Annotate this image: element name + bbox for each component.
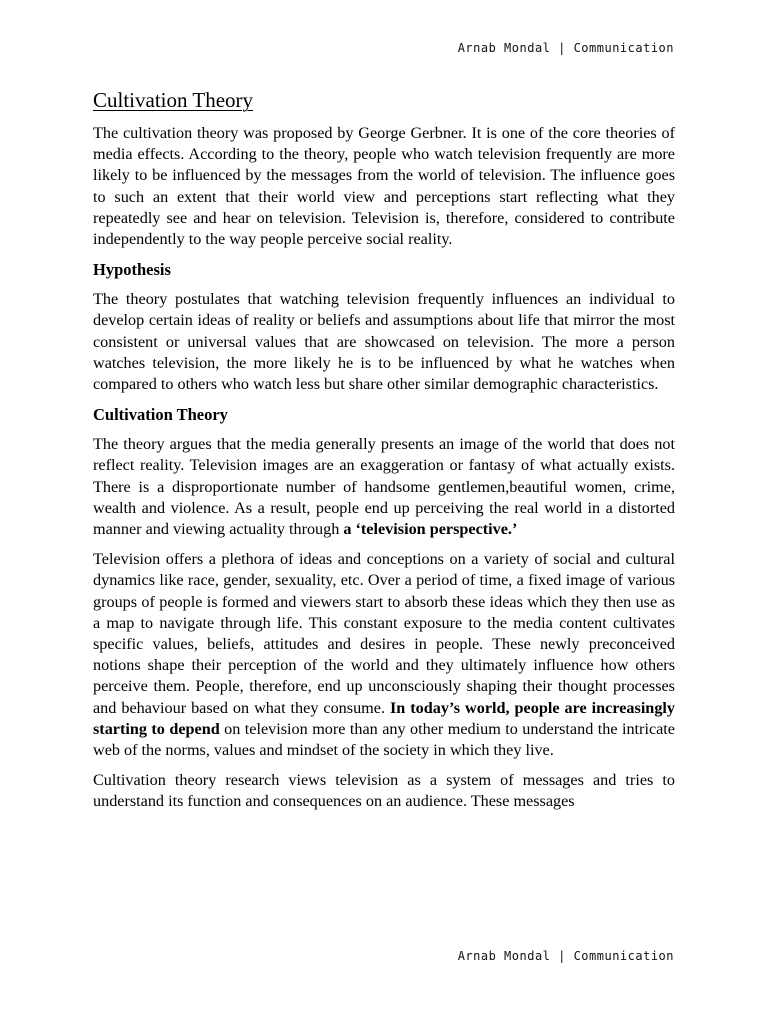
television-perspective-phrase: a ‘television perspective.’ xyxy=(343,520,518,539)
reality-paragraph-text: The theory argues that the media generally presents an image of the world that does not reflect reality. Television images are an exaggeration or fantasy of what actually exists. There is a disproportionate number of handsome gentlemen,beautiful women, crime, wealth and violence. As a result, people end up perceiving the real world in a distorted manner and viewing actuality through xyxy=(93,435,675,539)
hypothesis-paragraph: The theory postulates that watching television frequently influences an individual to develop certain ideas of reality or beliefs and assumptions about life that mirror the most consistent or universal values that are showcased on television. The more a person watches television, the more likely he is to be influenced by what he watches when compared to others who watch less but share other similar demographic characteristics. xyxy=(93,290,675,394)
document-body xyxy=(93,86,675,813)
intro-paragraph: The cultivation theory was proposed by George Gerbner. It is one of the core theories of media effects. According to the theory, people who watch television frequently are more likely to be influenced by the messages from the world of television. The influence goes to such an extent that their world view and perceptions start reflecting what they repeatedly see and hear on television. Television is, therefore, considered to contribute independently to the way people perceive social reality. xyxy=(93,124,675,249)
hypothesis-heading: Hypothesis xyxy=(93,260,171,280)
research-paragraph: Cultivation theory research views television as a system of messages and tries to understand its function and consequences on an audience. These messages xyxy=(93,771,675,811)
document-title: Cultivation Theory xyxy=(93,88,254,112)
dynamics-paragraph-text: Television offers a plethora of ideas and conceptions on a variety of social and cultural dynamics like race, gender, sexuality, etc. Over a period of time, a fixed image of various groups of people is formed and viewers start to absorb these ideas which they then use as a map to navigate through life. This constant exposure to the media content cultivates specific values, beliefs, attitudes and desires in people. These newly preconceived notions shape their perception of the world and they ultimately influence how others perceive them. People, therefore, end up unconsciously shaping their thought processes and behaviour based on what they consume. xyxy=(93,550,675,717)
dependence-phrase: In today’s world, people are increasingly starting to depend xyxy=(93,698,675,738)
section-heading: Cultivation Theory xyxy=(93,405,228,425)
page-header: Arnab Mondal | Communication xyxy=(457,41,674,55)
dynamics-paragraph xyxy=(93,549,675,761)
dynamics-paragraph-tail: on television more than any other medium to understand the intricate web of the norms, values and mindset of the society in which they live. xyxy=(93,719,675,760)
reality-paragraph xyxy=(93,434,675,540)
page-footer: Arnab Mondal | Communication xyxy=(457,949,674,963)
